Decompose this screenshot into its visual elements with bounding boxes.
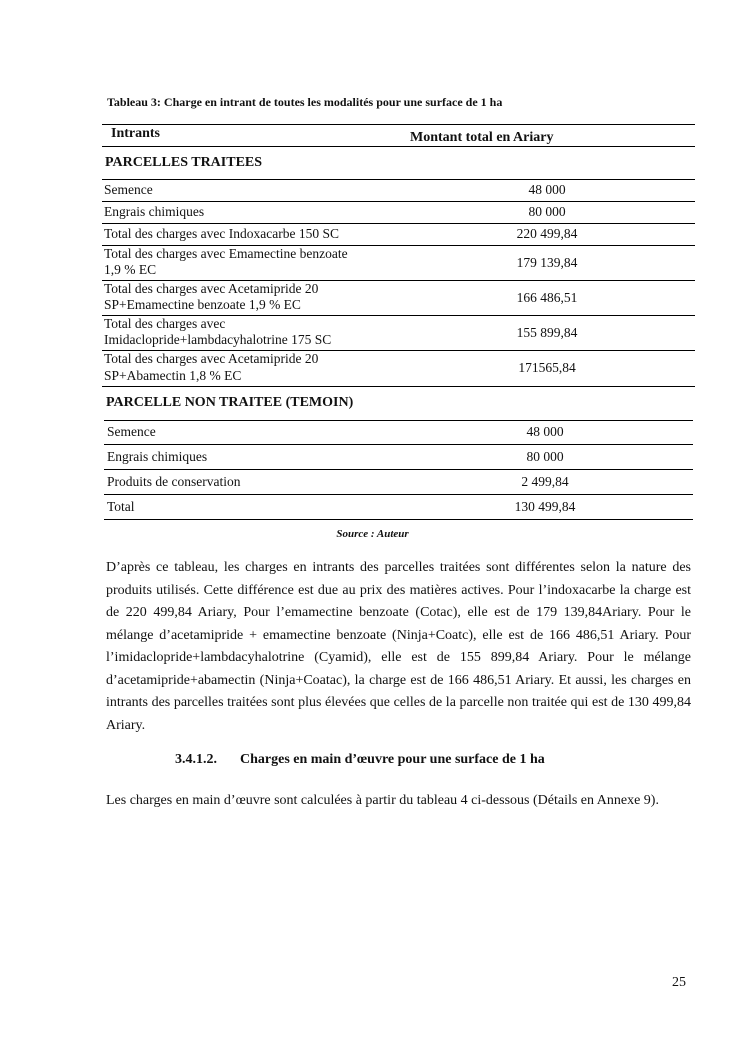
subsection-heading — [175, 752, 545, 768]
body-paragraph: Les charges en main d’œuvre sont calculées à partir du tableau 4 ci-dessous (Détails en Annexe 9). — [106, 793, 659, 808]
header-divider — [102, 146, 695, 147]
table-row-label-line1: Total des charges avec — [104, 316, 226, 331]
table-row-value: 155 899,84 — [516, 325, 578, 340]
table-row-label: Semence — [107, 424, 156, 439]
table-row-label-line2: SP+Abamectin 1,8 % EC — [104, 368, 242, 383]
page-number: 25 — [672, 975, 686, 990]
table-row-value: 130 499,84 — [514, 499, 576, 514]
table-row-label-line2: Imidaclopride+lambdacyhalotrine 175 SC — [104, 332, 332, 347]
table-row-label: Engrais chimiques — [104, 204, 205, 219]
table-row-label-line1: Total des charges avec Emamectine benzoate — [104, 246, 348, 261]
table-row-label-line2: 1,9 % EC — [104, 262, 157, 277]
table-row-value: 166 486,51 — [516, 290, 578, 305]
header-montant: Montant total en Ariary — [410, 130, 554, 145]
subsection-number: 3.4.1.2. — [175, 752, 217, 767]
table-row-label: Engrais chimiques — [107, 449, 208, 464]
table-source: Source : Auteur — [336, 528, 409, 540]
row-divider — [102, 223, 695, 224]
row-divider — [104, 469, 693, 470]
table-row-value: 48 000 — [526, 424, 564, 439]
table-row-value: 80 000 — [528, 204, 566, 219]
table-row-value: 171565,84 — [518, 360, 576, 375]
table-caption: Tableau 3: Charge en intrant de toutes les modalités pour une surface de 1 ha — [107, 95, 503, 109]
table-row-label-line1: Total des charges avec Acetamipride 20 — [104, 351, 319, 366]
header-intrants: Intrants — [111, 126, 161, 141]
table-row-value: 80 000 — [526, 449, 564, 464]
subsection-title: Charges en main d’œuvre pour une surface de 1 ha — [240, 752, 545, 767]
table-row-value: 179 139,84 — [516, 255, 578, 270]
row-divider — [104, 420, 693, 421]
body-paragraph: D’après ce tableau, les charges en intrants des parcelles traitées sont différentes selon la nature des produits utilisés. Cette différence est due au prix des matières actives. Pour l’indoxacarbe la charge est de 220 499,84 Ariary, Pour l’emamectine benzoate (Cotac), elle est de 179 139,84Ariary. Pour le mélange d’acetamipride + emamectine benzoate (Ninja+Coatc), elle est de 166 486,51 Ariary. Pour l’imidaclopride+lambdacyhalotrine (Cyamid), elle est de 155 899,84 Ariary. Pour le mélange d’acetamipride+abamectin (Ninja+Coatac), la charge est de 166 486,51 Ariary. Et aussi, les charges en intrants des parcelles traitées sont plus élevées que celles de la parcelle non traitée qui est de 130 499,84 Ariary. — [106, 560, 691, 733]
section-title-traitees: PARCELLES TRAITEES — [105, 155, 263, 170]
row-divider — [104, 494, 693, 495]
table-row-label: Total des charges avec Indoxacarbe 150 SC — [104, 226, 339, 241]
table-row-value: 2 499,84 — [521, 474, 569, 489]
section-title-temoin: PARCELLE NON TRAITEE (TEMOIN) — [106, 395, 354, 410]
table-row-value: 220 499,84 — [516, 226, 578, 241]
table-top-border — [102, 124, 695, 125]
row-divider — [102, 201, 695, 202]
table-row-value: 48 000 — [528, 182, 566, 197]
table-bottom-border — [104, 519, 693, 520]
row-divider — [102, 179, 695, 180]
table-row-label: Semence — [104, 182, 153, 197]
table-row-label-line2: SP+Emamectine benzoate 1,9 % EC — [104, 297, 301, 312]
row-divider — [104, 444, 693, 445]
table-row-label: Produits de conservation — [107, 474, 241, 489]
table-row-label-line1: Total des charges avec Acetamipride 20 — [104, 281, 319, 296]
table-row-label: Total — [107, 499, 135, 514]
row-divider — [102, 386, 695, 387]
